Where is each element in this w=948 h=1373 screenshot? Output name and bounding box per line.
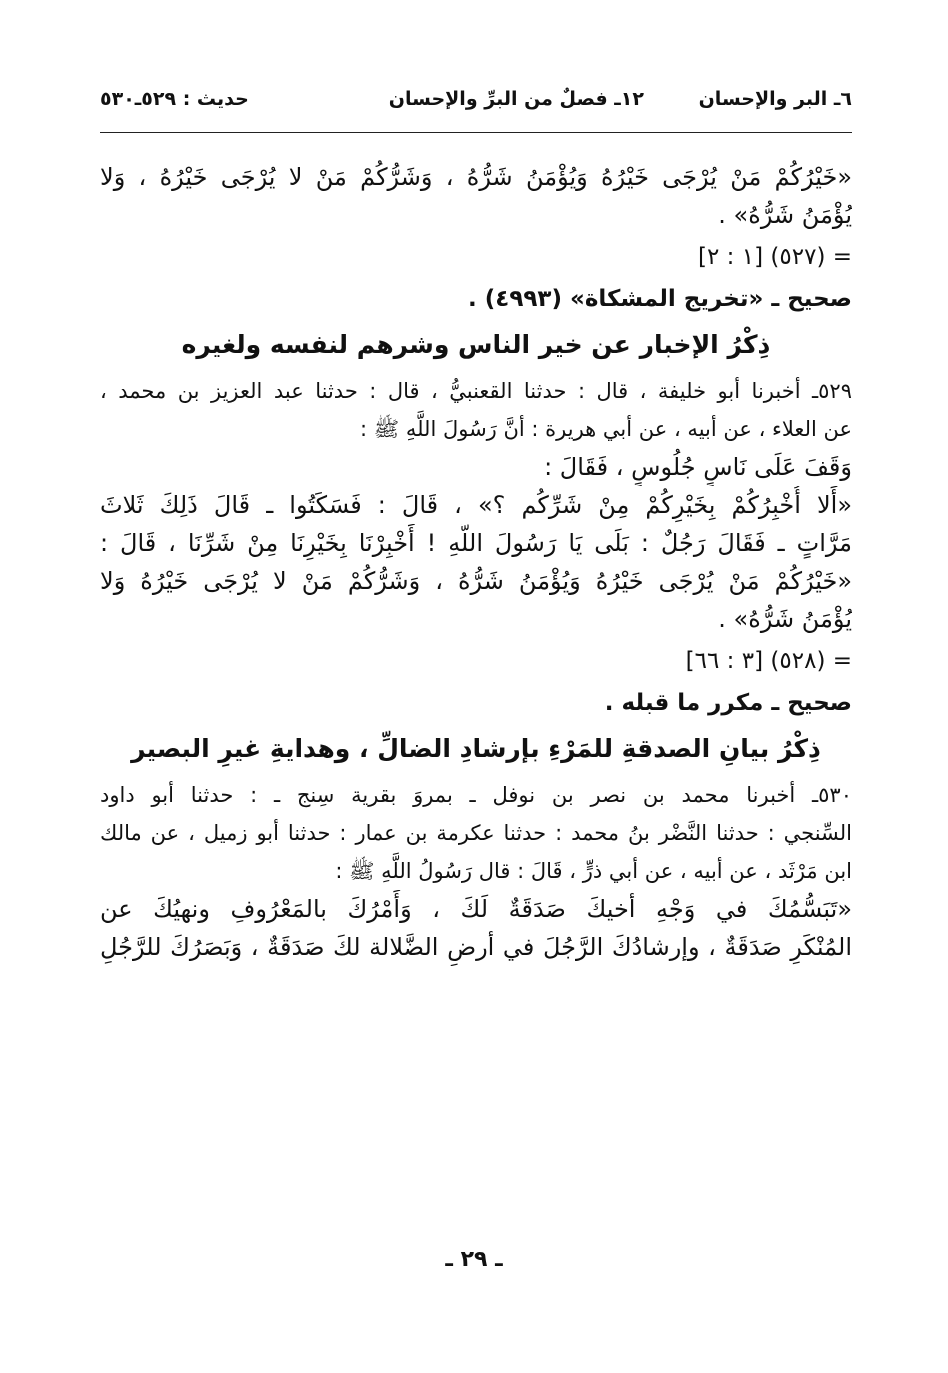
header-chapter-title: ٦ـ البر والإحسان (698, 88, 852, 110)
hadith-527-text-line-2: يُؤْمَنُ شَرُّهُ» . (718, 201, 852, 229)
hadith-529-text-line-2: «أَلا أُخْبِرُكُمْ بِخَيْرِكُمْ مِنْ شَرِّكُم ؟» ، قَالَ : فَسَكَتُوا ـ قَالَ ذَلِكَ ثَلاثَ (100, 491, 852, 519)
hadith-530-isnad-line-3: ابن مَرْثَد ، عن أبيه ، عن أبي ذرٍّ ، قَالَ : قال رَسُولُ اللَّهِ ﷺ : (335, 859, 852, 883)
hadith-529-isnad-line-1: ٥٢٩ـ أخبرنا أبو خليفة ، قال : حدثنا القعنبيُّ ، قال : حدثنا عبد العزيز بن محمد ، (100, 379, 852, 403)
hadith-529-reference: = (٥٢٨) [٣ : ٦٦] (685, 648, 852, 674)
hadith-530-isnad-line-1: ٥٣٠ـ أخبرنا محمد بن نصر بن نوفل ـ بمروَ بقرية سِنج ـ : حدثنا أبو داود (100, 783, 852, 807)
hadith-529-text-line-3: مَرَّاتٍ ـ فَقَالَ رَجُلٌ : بَلَى يَا رَسُولَ اللَّهِ ! أَخْبِرْنَا بِخَيْرِنَا مِنْ شَرِّنَا ، قَالَ : (100, 529, 852, 557)
hadith-529-text-line-1: وَقَفَ عَلَى نَاسٍ جُلُوسٍ ، فَقَالَ : (544, 453, 852, 481)
section-heading-1: ذِكْرُ الإخبار عن خير الناس وشرهم لنفسه ولغيره (181, 330, 771, 359)
hadith-529-grade: صحيح ـ مكرر ما قبله . (604, 690, 852, 716)
hadith-529-isnad-line-2: عن العلاء ، عن أبيه ، عن أبي هريرة : أنَّ رَسُولَ اللَّهِ ﷺ : (360, 417, 852, 441)
hadith-530-text-line-2: المُنْكَرِ صَدَقَةٌ ، وإرشادُكَ الرَّجُلَ في أرضِ الضَّلالة لكَ صَدَقَةٌ ، وَبَصَرُكَ للرَّجُلِ (100, 933, 852, 961)
header-divider (100, 132, 852, 133)
hadith-530-text-line-1: «تَبَسُّمُكَ في وَجْهِ أخيكَ صَدَقَةٌ لَكَ ، وَأَمْرُكَ بالمَعْرُوفِ ونهيُكَ عن (100, 895, 852, 923)
hadith-529-text-line-5: يُؤْمَنُ شَرُّهُ» . (718, 605, 852, 633)
page-body (100, 158, 852, 966)
hadith-527-reference: = (٥٢٧) [١ : ٢] (698, 244, 852, 270)
header-hadith-range: حديث : ٥٢٩ـ٥٣٠ (100, 88, 249, 110)
running-header (100, 88, 852, 122)
hadith-527-grade: صحيح ـ «تخريج المشكاة» (٤٩٩٣) . (468, 286, 852, 312)
header-section-title: ١٢ـ فصلٌ من البرِّ والإحسان (388, 88, 644, 110)
section-heading-2: ذِكْرُ بيانِ الصدقةِ للمَرْءِ بإرشادِ الضالِّ ، وهدايةِ غيرِ البصير (131, 734, 821, 763)
hadith-527-text-line-1: «خَيْرُكُمْ مَنْ يُرْجَى خَيْرُهُ وَيُؤْمَنُ شَرُّهُ ، وَشَرُّكُمْ مَنْ لا يُرْجَى خَيْرُهُ ، وَلا (100, 163, 852, 191)
hadith-530-isnad-line-2: السِّنجي : حدثنا النَّضْر بنُ محمد : حدثنا عكرمة بن عمار : حدثنا أبو زميل ، عن مالك (100, 821, 852, 845)
hadith-529-text-line-4: «خَيْرُكُمْ مَنْ يُرْجَى خَيْرُهُ وَيُؤْمَنُ شَرُّهُ ، وَشَرُّكُمْ مَنْ لا يُرْجَى خَيْرُهُ وَلا (100, 567, 852, 595)
page-number: ـ ٢٩ ـ (445, 1247, 503, 1272)
